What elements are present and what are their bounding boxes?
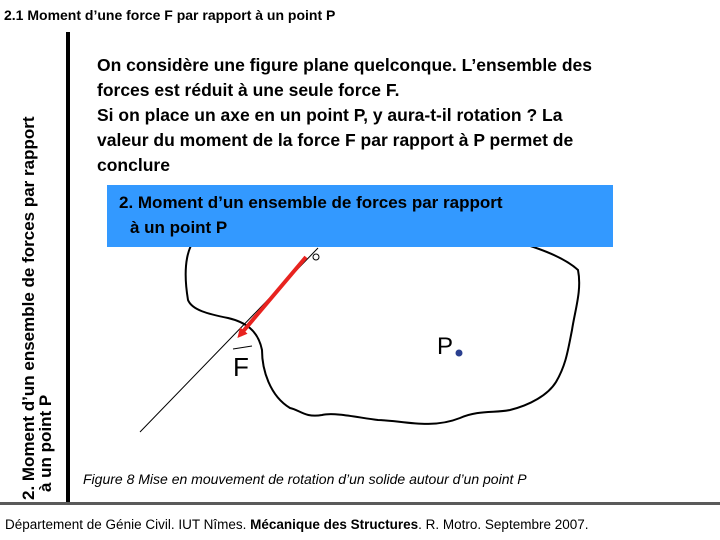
callout-box — [107, 185, 613, 247]
footer — [5, 517, 589, 532]
vector-bar — [233, 346, 252, 349]
force-label: F — [233, 352, 249, 382]
footer-part2: . R. Motro. Septembre 2007. — [418, 517, 589, 532]
footer-part1: Département de Génie Civil. IUT Nîmes. — [5, 517, 251, 532]
body-line: On considère une figure plane quelconque. L’ensemble des — [97, 55, 592, 75]
footer-divider — [0, 502, 720, 505]
caption-prefix: Figure 8 — [83, 471, 135, 487]
point-p-dot — [456, 350, 463, 357]
figure-caption — [83, 471, 527, 487]
force-arrow — [240, 257, 306, 335]
callout-line1: 2. Moment d’un ensemble de forces par rapport — [119, 193, 503, 212]
body-line: conclure — [97, 155, 170, 175]
callout-line2: à un point P — [130, 218, 228, 237]
footer-bold: Mécanique des Structures — [250, 517, 419, 532]
body-line: Si on place un axe en un point P, y aura-t-il rotation ? La — [97, 105, 563, 125]
vertical-title-line2: à un point P — [36, 394, 55, 492]
body-line: forces est réduit à une seule force F. — [97, 80, 400, 100]
point-label: P — [437, 333, 454, 360]
caption-text: Mise en mouvement de rotation d’un solide autour d’un point P — [134, 471, 527, 487]
body-line: valeur du moment de la force F par rapport à P permet de — [97, 130, 574, 150]
vertical-title-line1: 2. Moment d’un ensemble de forces par rapport — [19, 116, 38, 500]
slide-header-title: 2.1 Moment d’une force F par rapport à un point P — [4, 7, 336, 23]
application-point — [313, 254, 319, 260]
